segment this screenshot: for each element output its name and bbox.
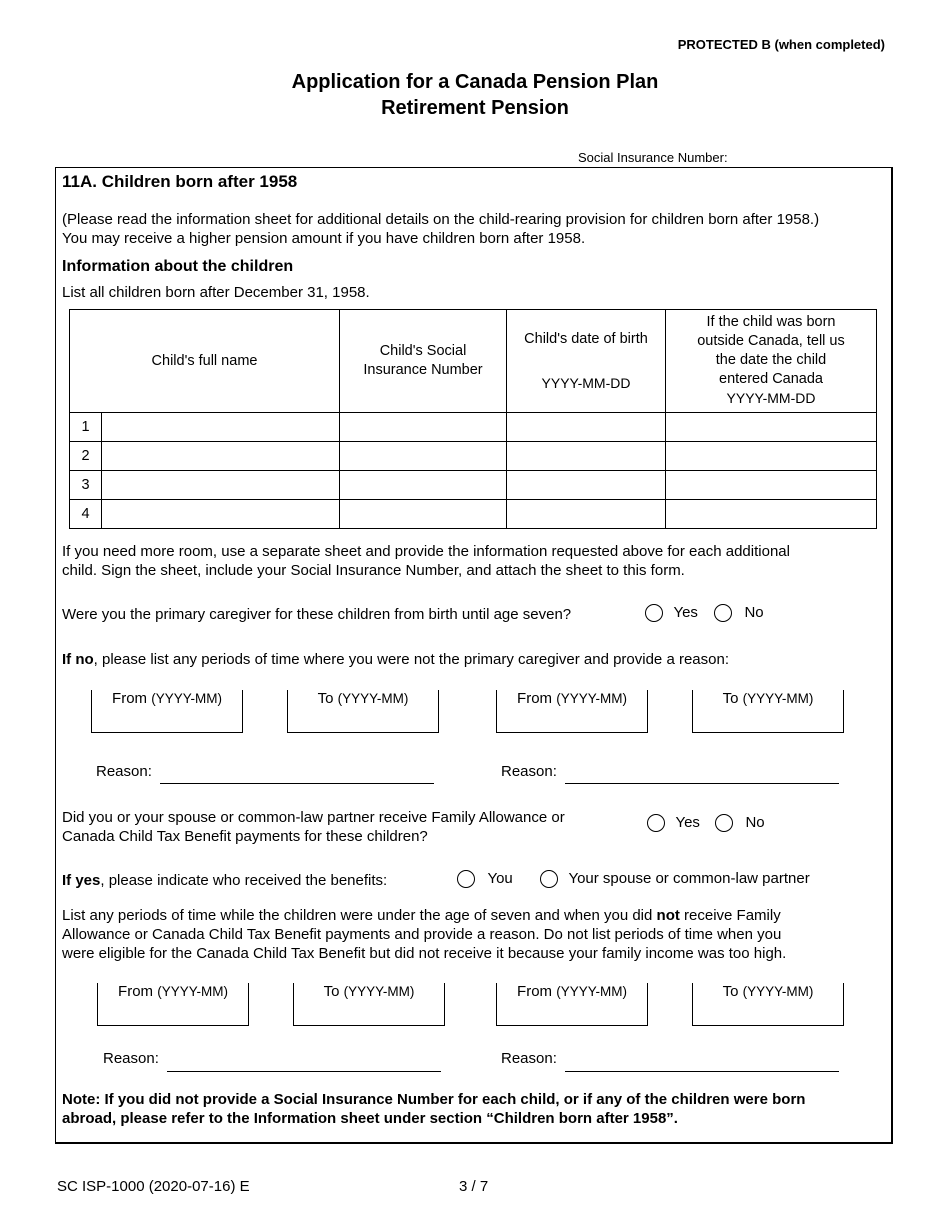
child-name-cell[interactable] — [102, 442, 340, 471]
child-dob-cell[interactable] — [507, 500, 666, 529]
benefit-from-1[interactable]: From (YYYY-MM) — [97, 983, 249, 1026]
caregiver-no-radio[interactable] — [714, 604, 732, 622]
row-number: 1 — [70, 413, 102, 442]
info-heading: Information about the children — [62, 258, 294, 275]
caregiver-from-1[interactable]: From (YYYY-MM) — [91, 690, 243, 733]
page-title-line1: Application for a Canada Pension Plan — [291, 71, 659, 93]
benefit-spouse-label: Your spouse or common-law partner — [568, 870, 810, 888]
intro-line1: (Please read the information sheet for additional details on the child-rearing provision for children born after 1958.) — [62, 211, 820, 228]
caregiver-reason-label-1: Reason: — [96, 763, 152, 780]
family-allowance-question-line2: Canada Child Tax Benefit payments for these children? — [62, 828, 428, 845]
no-benefit-line3: were eligible for the Canada Child Tax Benefit but did not receive it because your family income was too high. — [62, 945, 787, 962]
note-line2: abroad, please refer to the Information sheet under section “Children born after 1958”. — [62, 1110, 678, 1127]
caregiver-from-2[interactable]: From (YYYY-MM) — [496, 690, 648, 733]
no-benefit-line1: List any periods of time while the children were under the age of seven and when you did not receive Family — [62, 907, 781, 924]
form-id: SC ISP-1000 (2020-07-16) E — [57, 1178, 250, 1195]
table-row — [70, 442, 877, 471]
benefit-to-1[interactable]: To (YYYY-MM) — [293, 983, 445, 1026]
col-name-header: Child's full name — [70, 310, 340, 413]
child-name-cell[interactable] — [102, 500, 340, 529]
sin-label: Social Insurance Number: — [578, 150, 728, 165]
benefit-spouse-option[interactable] — [540, 870, 810, 888]
section-heading: 11A. Children born after 1958 — [62, 172, 298, 191]
table-header-row — [70, 310, 877, 413]
benefit-to-2[interactable]: To (YYYY-MM) — [692, 983, 844, 1026]
no-benefit-line2: Allowance or Canada Child Tax Benefit payments and provide a reason. Do not list periods of time when you — [62, 926, 782, 943]
table-row — [70, 471, 877, 500]
page-number: 3 / 7 — [459, 1178, 489, 1195]
child-sin-cell[interactable] — [340, 500, 507, 529]
child-name-cell[interactable] — [102, 413, 340, 442]
intro-line2: You may receive a higher pension amount if you have children born after 1958. — [62, 230, 586, 247]
if-no-instruction: If no, please list any periods of time where you were not the primary caregiver and provide a reason: — [62, 651, 729, 668]
child-sin-cell[interactable] — [340, 413, 507, 442]
allowance-no-option[interactable] — [715, 814, 765, 832]
allowance-yes-label: Yes — [675, 814, 700, 832]
child-name-cell[interactable] — [102, 471, 340, 500]
caregiver-no-label: No — [744, 604, 764, 622]
child-entered-cell[interactable] — [666, 413, 877, 442]
caregiver-reason-label-2: Reason: — [501, 763, 557, 780]
children-table — [69, 309, 877, 529]
row-number: 3 — [70, 471, 102, 500]
benefit-you-label: You — [487, 870, 513, 888]
benefit-from-2[interactable]: From (YYYY-MM) — [496, 983, 648, 1026]
more-room-line1: If you need more room, use a separate sheet and provide the information requested above for each additional — [62, 543, 790, 560]
benefit-reason-label-1: Reason: — [103, 1050, 159, 1067]
allowance-yes-radio[interactable] — [647, 814, 665, 832]
caregiver-question: Were you the primary caregiver for these children from birth until age seven? — [62, 606, 572, 623]
page-title-line2: Retirement Pension — [381, 97, 569, 119]
caregiver-to-1[interactable]: To (YYYY-MM) — [287, 690, 439, 733]
col-sin-header: Child's Social Insurance Number — [340, 310, 507, 413]
caregiver-reason-field-2[interactable] — [565, 783, 839, 784]
list-instruction: List all children born after December 31, 1958. — [62, 284, 370, 301]
more-room-line2: child. Sign the sheet, include your Social Insurance Number, and attach the sheet to this form. — [62, 562, 685, 579]
child-sin-cell[interactable] — [340, 442, 507, 471]
child-entered-cell[interactable] — [666, 500, 877, 529]
child-dob-cell[interactable] — [507, 471, 666, 500]
benefit-reason-label-2: Reason: — [501, 1050, 557, 1067]
row-number: 2 — [70, 442, 102, 471]
row-number: 4 — [70, 500, 102, 529]
benefit-reason-field-2[interactable] — [565, 1071, 839, 1072]
child-entered-cell[interactable] — [666, 442, 877, 471]
child-dob-cell[interactable] — [507, 442, 666, 471]
allowance-no-label: No — [745, 814, 765, 832]
family-allowance-question-line1: Did you or your spouse or common-law partner receive Family Allowance or — [62, 809, 565, 826]
caregiver-yes-option[interactable] — [645, 604, 698, 622]
table-row — [70, 500, 877, 529]
caregiver-reason-field-1[interactable] — [160, 783, 434, 784]
child-sin-cell[interactable] — [340, 471, 507, 500]
protected-label: PROTECTED B (when completed) — [677, 37, 885, 52]
benefit-reason-field-1[interactable] — [167, 1071, 441, 1072]
note-line1: Note: If you did not provide a Social Insurance Number for each child, or if any of the children were born — [62, 1091, 806, 1108]
allowance-no-radio[interactable] — [715, 814, 733, 832]
caregiver-yes-radio[interactable] — [645, 604, 663, 622]
caregiver-no-option[interactable] — [714, 604, 764, 622]
caregiver-to-2[interactable]: To (YYYY-MM) — [692, 690, 844, 733]
allowance-yes-option[interactable] — [647, 814, 700, 832]
child-dob-cell[interactable] — [507, 413, 666, 442]
benefit-you-option[interactable] — [457, 870, 513, 888]
col-dob-header: Child's date of birth YYYY-MM-DD — [507, 310, 666, 413]
benefit-you-radio[interactable] — [457, 870, 475, 888]
caregiver-yes-label: Yes — [673, 604, 698, 622]
benefit-spouse-radio[interactable] — [540, 870, 558, 888]
col-entered-header: If the child was born outside Canada, tell us the date the child entered Canada YYYY-MM-DD — [666, 310, 877, 413]
table-row — [70, 413, 877, 442]
if-yes-instruction: If yes, please indicate who received the benefits: — [62, 872, 388, 889]
child-entered-cell[interactable] — [666, 471, 877, 500]
